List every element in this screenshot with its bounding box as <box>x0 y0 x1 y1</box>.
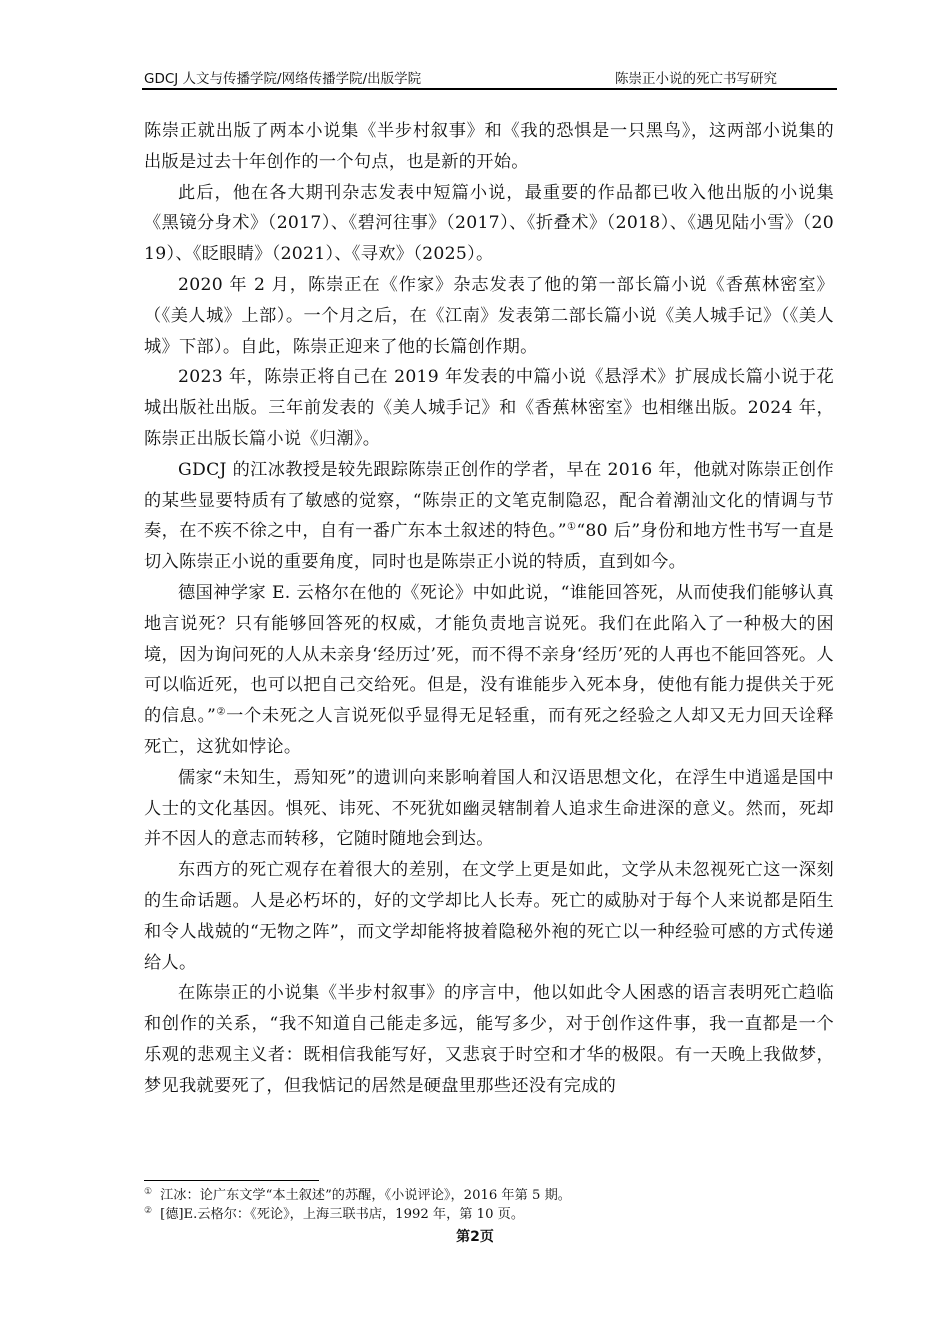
paragraph: 儒家“未知生，焉知死”的遗训向来影响着国人和汉语思想文化，在浮生中逍遥是国中人士的文化基因。惧死、讳死、不死犹如幽灵辖制着人追求生命进深的意义。然而，死却并不因人的意志而转移，它随时随地会到达。 <box>144 767 834 850</box>
paragraph: 东西方的死亡观存在着很大的差别，在文学上更是如此，文学从未忽视死亡这一深刻的生命话题。人是必朽坏的，好的文学却比人长寿。死亡的威胁对于每个人来说都是陌生和令人战兢的“无物之阵”，而文学却能将披着隐秘外袍的死亡以一种经验可感的方式传递给人。 <box>144 860 834 973</box>
footnote-mark: ② <box>144 1205 153 1216</box>
header-thesis-title: 陈崇正小说的死亡书写研究 <box>615 71 777 87</box>
footnote-text: [德]E.云格尔：《死论》，上海三联书店，1992 年，第 10 页。 <box>160 1207 525 1222</box>
footnote-text: 江冰：论广东文学“本土叙述”的苏醒，《小说评论》，2016 年第 5 期。 <box>160 1188 571 1203</box>
paragraph: 德国神学家 E. 云格尔在他的《死论》中如此说，“谁能回答死，从而使我们能够认真地言说死？只有能够回答死的权威，才能负责地言说死。我们在此陷入了一种极大的困境，因为询问死的人从未亲身‘经历过’死，而不得不亲身‘经历’死的人再也不能回答死。人可以临近死，也可以把自己交给死。但是，没有谁能步入死本身，使他有能力提供关于死的信息。”②一个未死之人言说死似乎显得无足轻重，而有死之经验之人却又无力回天诠释死亡，这犹如悖论。 <box>144 582 835 757</box>
body-text <box>144 116 834 1102</box>
page-header <box>142 66 837 90</box>
footnote <box>144 1205 834 1224</box>
footnote <box>144 1186 834 1205</box>
footnote-reference[interactable]: ② <box>216 706 227 718</box>
footnotes <box>144 1186 834 1224</box>
footnote-mark: ① <box>144 1186 153 1197</box>
paragraph: 2023 年，陈崇正将自己在 2019 年发表的中篇小说《悬浮术》扩展成长篇小说于花城出版社出版。三年前发表的《美人城手记》和《香蕉林密室》也相继出版。2024 年，陈崇正出版长篇小说《归潮》。 <box>144 367 834 449</box>
page-number: 第2页 <box>456 1229 494 1245</box>
paragraph: 陈崇正就出版了两本小说集《半步村叙事》和《我的恐惧是一只黑鸟》，这两部小说集的出版是过去十年创作的一个句点，也是新的开始。 <box>144 121 834 172</box>
paragraph: 此后，他在各大期刊杂志发表中短篇小说，最重要的作品都已收入他出版的小说集《黑镜分身术》（2017）、《碧河往事》（2017）、《折叠术》（2018）、《遇见陆小雪》（2019）、《眨眼睛》（2021）、《寻欢》（2025）。 <box>144 182 834 265</box>
paragraph: GDCJ 的江冰教授是较先跟踪陈崇正创作的学者，早在 2016 年，他就对陈崇正创作的某些显要特质有了敏感的觉察，“陈崇正的文笔克制隐忍，配合着潮汕文化的情调与节奏，在不疾不徐之中，自有一番广东本土叙述的特色。”①“80 后”身份和地方性书写一直是切入陈崇正小说的重要角度，同时也是陈崇正小说的特质，直到如今。 <box>144 459 834 573</box>
footnote-reference[interactable]: ① <box>566 521 577 533</box>
paragraph: 2020 年 2 月，陈崇正在《作家》杂志发表了他的第一部长篇小说《香蕉林密室》（《美人城》上部）。一个月之后，在《江南》发表第二部长篇小说《美人城手记》（《美人城》下部）。自此，陈崇正迎来了他的长篇创作期。 <box>144 274 834 357</box>
header-institution: GDCJ 人文与传播学院/网络传播学院/出版学院 <box>144 71 422 87</box>
paragraph: 在陈崇正的小说集《半步村叙事》的序言中，他以如此令人困惑的语言表明死亡趋临和创作的关系，“我不知道自己能走多远，能写多少，对于创作这件事，我一直都是一个乐观的悲观主义者：既相信我能写好，又悲哀于时空和才华的极限。有一天晚上我做梦，梦见我就要死了，但我惦记的居然是硬盘里那些还没有完成的 <box>144 983 834 1096</box>
footnote-separator <box>144 1180 319 1181</box>
